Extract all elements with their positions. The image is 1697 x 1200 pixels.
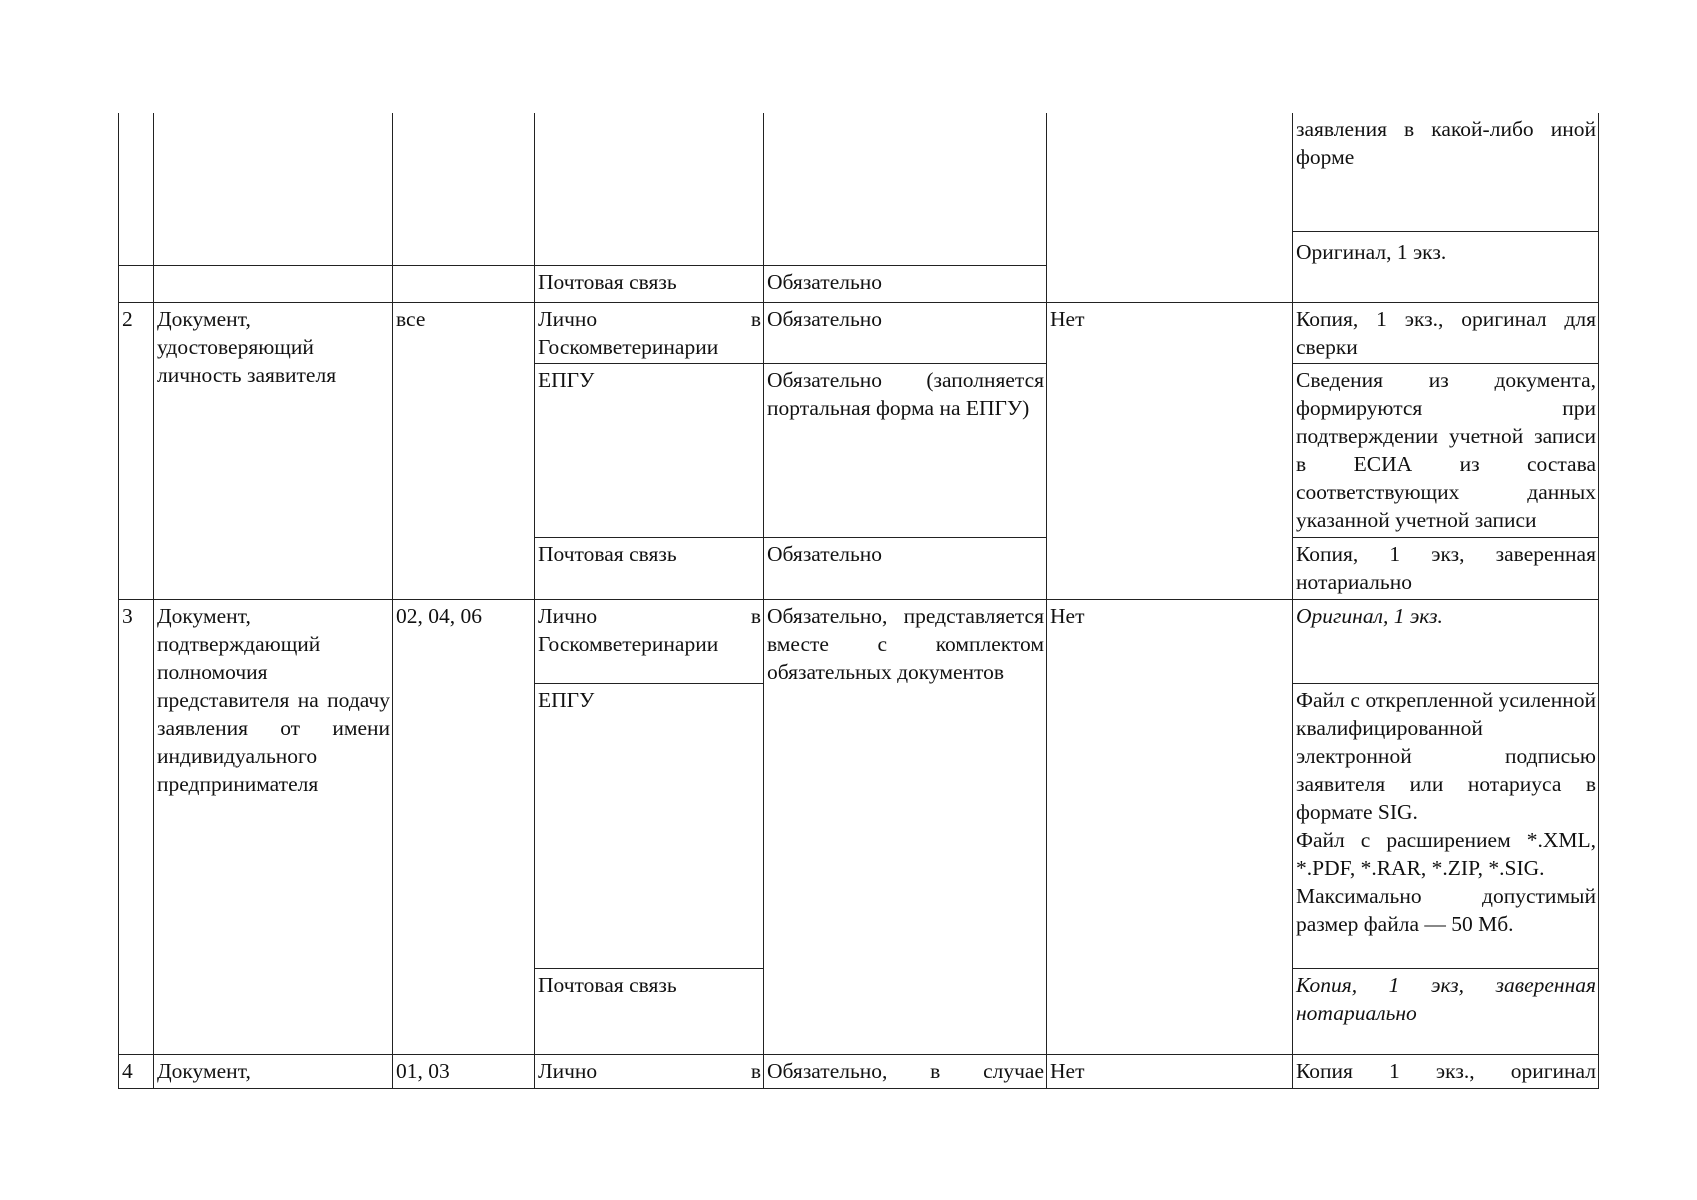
form-line: Максимально допустимый размер файла — 50 Мб. (1296, 884, 1596, 936)
cell-method: Лично в (535, 1055, 764, 1089)
form-line: Файл с расширением *.XML, *.PDF, *.RAR, *.ZIP, *.SIG. (1296, 828, 1596, 880)
cell-variants: 01, 03 (393, 1055, 535, 1089)
cell-required: Обязательно (764, 538, 1047, 600)
cell-method: Почтовая связь (535, 538, 764, 600)
cell-own-initiative: Нет (1047, 1055, 1293, 1089)
table-row-continued (119, 113, 1599, 232)
cell-doc: Документ, подтверждающий полномочия представителя на подачу заявления от имени индивидуального предпринимателя (154, 600, 393, 1055)
cell-method: ЕПГУ (535, 684, 764, 969)
cell-method: Почтовая связь (535, 969, 764, 1055)
cell-doc (154, 113, 393, 266)
cell-required-postal: Обязательно (764, 266, 1047, 303)
cell-variants: 02, 04, 06 (393, 600, 535, 1055)
cell-variants: все (393, 303, 535, 600)
cell-method: Лично в Госкомветеринарии (535, 600, 764, 684)
cell-method: ЕПГУ (535, 364, 764, 538)
cell-method: Лично в Госкомветеринарии (535, 303, 764, 364)
cell-num (119, 266, 154, 303)
cell-required: Обязательно, представляется вместе с комплектом обязательных документов (764, 600, 1047, 1055)
cell-method-postal: Почтовая связь (535, 266, 764, 303)
cell-form-original: Оригинал, 1 экз. (1293, 232, 1599, 303)
table-row (119, 600, 1599, 684)
cell-form: Оригинал, 1 экз. (1293, 600, 1599, 684)
cell-doc: Документ, удостоверяющий личность заявителя (154, 303, 393, 600)
cell-variants (393, 113, 535, 266)
cell-form: Сведения из документа, формируются при подтверждении учетной записи в ЕСИА из состава соответствующих данных указанной учетной записи (1293, 364, 1599, 538)
cell-own-initiative: Нет (1047, 600, 1293, 1055)
cell-form: заявления в какой-либо иной форме (1293, 113, 1599, 232)
cell-required: Обязательно, в случае (764, 1055, 1047, 1089)
cell-doc: Документ, (154, 1055, 393, 1089)
cell-num (119, 113, 154, 266)
cell-required: Обязательно (заполняется портальная форма на ЕПГУ) (764, 364, 1047, 538)
cell-own-initiative (1047, 113, 1293, 303)
cell-num: 2 (119, 303, 154, 600)
cell-method (535, 113, 764, 266)
form-line: Файл с открепленной усиленной квалифицированной электронной подписью заявителя или нотариуса в формате SIG. (1296, 688, 1596, 824)
cell-doc (154, 266, 393, 303)
cell-num: 3 (119, 600, 154, 1055)
cell-num: 4 (119, 1055, 154, 1089)
cell-required (764, 113, 1047, 266)
cell-form: Копия, 1 экз., оригинал для сверки (1293, 303, 1599, 364)
table-row (119, 303, 1599, 364)
cell-form: Копия 1 экз., оригинал (1293, 1055, 1599, 1089)
cell-form: Копия, 1 экз, заверенная нотариально (1293, 538, 1599, 600)
documents-table (118, 113, 1599, 1089)
cell-required: Обязательно (764, 303, 1047, 364)
cell-form (1293, 684, 1599, 969)
cell-own-initiative: Нет (1047, 303, 1293, 600)
cell-form: Копия, 1 экз, заверенная нотариально (1293, 969, 1599, 1055)
table-row (119, 1055, 1599, 1089)
cell-variants (393, 266, 535, 303)
